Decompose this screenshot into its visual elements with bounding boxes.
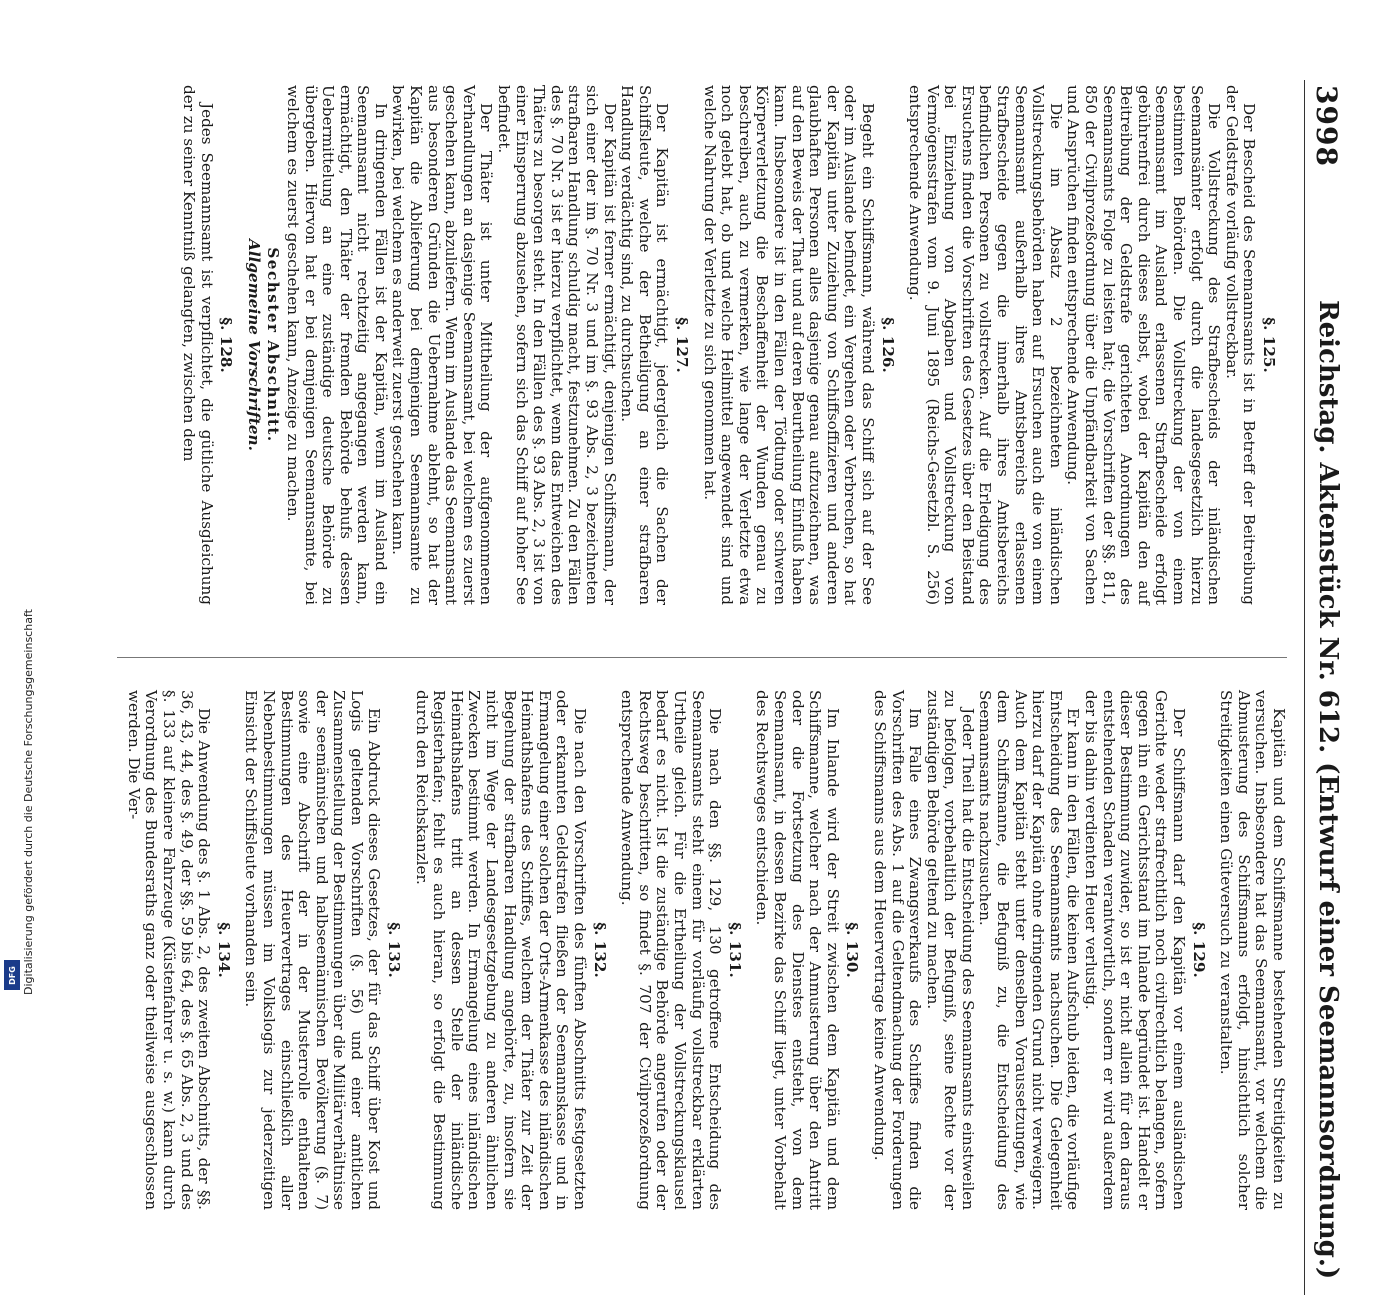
paragraph: Begeht ein Schiffsmann, während das Schiff sich auf der See oder im Auslande befindet, ein Vergehen oder Verbrechen, so hat der Kapitän unter Zuziehung von Schiffsoffizieren und anderen glaubhaften Personen alles dasjenige genau aufzuzeichnen, was auf den Beweis der That und auf deren Beurtheilung Einfluß haben kann. Insbesondere ist in den Fällen der Tödtung oder schweren Körperverletzung die Beschaffenheit der Wunden genau zu beschreiben, auch zu vermerken, wie lange der Verletzte etwa noch gelebt hat, ob und welche Heilmittel angewendet sind und welche Nahrung der Verletzte zu sich genommen hat. (700, 85, 877, 605)
paragraph: Die nach den Vorschriften des fünften Abschnitts festgesetzten oder erkannten Geldstrafen fließen der Seemannskasse und in Ermangelung einer solchen der Orts-Armenkasse des inländischen Heimathshafens des Schiffes, welchem der Thäter zur Zeit der Begehung der strafbaren Handlung angehörte, zu, insofern sie nicht im Wege der Landesgesetzgebung zu anderen ähnlichen Zwecken bestimmt werden. In Ermangelung eines inländischen Heimathshafens tritt an dessen Stelle der inländische Registerhafen; fehlt es auch hieran, so erfolgt die Bestimmung durch den Reichskanzler. (412, 690, 590, 1210)
paragraph: Der Thäter ist unter Mittheilung der aufgenommenen Verhandlungen an dasjenige Seemannsamt, bei welchem es zuerst geschehen kann, abzuliefern. Wenn im Auslande das Seemannsamt aus besonderen Gründen die Uebernahme ablehnt, so hat der Kapitän die Ablieferung bei demjenigen Seemannsamte zu bewirken, bei welchem es anderweit zuerst geschehen kann. (389, 85, 496, 605)
paragraph: Der Kapitän ist ermächtigt, jedergleich die Sachen der Schiffsleute, welche der Betheiligung an einer strafbaren Handlung verdächtig sind, zu durchsuchen. (618, 85, 672, 605)
page-number: 3998 (1310, 85, 1343, 167)
section-heading: §. 133. (385, 922, 404, 978)
running-title: Reichstag. Aktenstück Nr. 612. (Entwurf einer Seemannsordnung.) (1313, 300, 1343, 1280)
section-heading: §. 125. (1260, 317, 1278, 373)
left-column (127, 85, 1287, 605)
header-rule (1304, 80, 1305, 1295)
paragraph: Jeder Theil hat die Entscheidung des Seemannsamts einstweilen zu befolgen, vorbehaltlich der Befugniß, seine Rechte vor der zuständigen Behörde geltend zu machen. (923, 690, 977, 1210)
section-heading: §. 129. (1189, 922, 1208, 978)
paragraph: Im Inlande wird der Streit zwischen dem Kapitän und dem Schiffsmanne, welcher nach der Anmusterung über den Antritt oder die Fortsetzung des Dienstes entsteht, von dem Seemannsamt, in dessen Bezirke das Schiff liegt, unter Vorbehalt des Rechtsweges entschieden. (753, 690, 842, 1210)
paragraph: Die im Absatz 2 bezeichneten inländischen Vollstreckungsbehörden haben auf Ersuchen auch die von einem Seemannsamt außerhalb ihres Amtsbereichs erlassenen Strafbescheide gegen die innerhalb ihres Amtsbereichs befindlichen Personen zu vollstrecken. Auf die Erledigung des Ersuchens finden die Vorschriften des Gesetzes über den Beistand bei Einziehung von Abgaben und Vollstreckung von Vermögensstrafen vom 9. Juni 1895 (Reichs-Gesetzbl. S. 256) entsprechende Anwendung. (906, 85, 1065, 605)
paragraph: Der Kapitän ist ferner ermächtigt, denjenigen Schiffsmann, der sich einer der im §. 70 Nr. 3 und im §. 93 Abs. 2, 3 bezeichneten strafbaren Handlung schuldig macht, festzunehmen. Zu den Fällen des §. 70 Nr. 3 ist er hierzu verpflichtet, wenn das Entweichen des Thäters zu besorgen steht. In den Fällen des §. 93 Abs. 2, 3 ist von einer Einsperrung abzusehen, sofern sich das Schiff auf hoher See befindet. (495, 85, 619, 605)
right-column (124, 690, 1288, 1210)
chapter-heading: Sechster Abschnitt. (264, 247, 283, 443)
section-heading: §. 132. (590, 922, 609, 978)
chapter-heading: Allgemeine Vorschriften. (244, 239, 263, 451)
paragraph: Die nach den §§. 129, 130 getroffene Entscheidung des Seemannsamts steht einem für vorläufig vollstreckbar erklärten Urtheile gleich. Für die Ertheilung der Vollstreckungsklausel bedarf es nicht. Ist die zuständige Behörde angerufen oder der Rechtsweg beschritten, so findet §. 707 der Civilprozeßordnung entsprechende Anwendung. (618, 690, 725, 1210)
paragraph: Ein Abdruck dieses Gesetzes, der für das Schiff über Kost und Logis geltenden Vorschriften (§. 56) und einer amtlichen Zusammenstellung der Bestimmungen über die Militärverhältnisse der seemännischen und halbseemännischen Bevölkerung (§. 7) sowie eine Abschrift der in der Musterrolle enthaltenen Bestimmungen des Heuervertrages einschließlich aller Nebenbestimmungen müssen im Volkslogis zur jederzeitigen Einsicht der Schiffsleute vorhanden sein. (242, 690, 384, 1210)
section-heading: §. 130. (843, 922, 862, 978)
paragraph: Kapitän und dem Schiffsmanne bestehenden Streitigkeiten zu versuchen. Insbesondere hat das Seemannsamt, vor welchem die Abmusterung des Schiffsmanns erfolgt, hinsichtlich solcher Streitigkeiten einen Güteversuch zu veranstalten. (1217, 690, 1288, 1210)
paragraph: Jedes Seemannsamt ist verpflichtet, die gütliche Ausgleichung der zu seiner Kenntniß gelangten, zwischen dem (179, 85, 216, 605)
column-divider (117, 657, 1287, 658)
section-heading: §. 127. (673, 317, 691, 373)
section-heading: §. 126. (878, 317, 897, 373)
paragraph: Die Vollstreckung des Strafbescheids der inländischen Seemannsämter erfolgt durch die landesgesetzlich hierzu bestimmten Behörden. Die Vollstreckung der von einem Seemannsamt im Ausland erlassenen Strafbescheide erfolgt gebührenfrei durch dieses selbst, wobei der Kapitän den auf Beitreibung der Geldstrafe gerichteten Anordnungen des Seemannsamts Folge zu leisten hat; die Vorschriften der §§. 811, 850 der Civilprozeßordnung über die Unpfändbarkeit von Sachen und Ansprüchen finden entsprechende Anwendung. (1064, 85, 1224, 605)
section-heading: §. 128. (217, 317, 236, 373)
section-heading: §. 131. (725, 922, 744, 978)
dfg-logo-text: DFG (7, 965, 17, 985)
paragraph: In dringenden Fällen ist der Kapitän, wenn im Ausland ein Seemannsamt nicht rechtzeitig angegangen werden kann, ermächtigt, den Thäter der fremden Behörde behufs dessen Uebermittelung an eine zuständige deutsche Behörde zu übergeben. Hiervon hat er bei demjenigen Seemannsamte, bei welchem es zuerst geschehen kann, Anzeige zu machen. (283, 85, 390, 605)
paragraph: Im Falle eines Zwangsverkaufs des Schiffes finden die Vorschriften des Abs. 1 auf die Geltendmachung der Forderungen des Schiffsmanns aus dem Heuervertrage keine Anwendung. (870, 690, 925, 1210)
paragraph: Die Anwendung des §. 1 Abs. 2, des zweiten Abschnitts, der §§. 36, 43, 44, des §. 49, der §§. 59 bis 64, des §. 65 Abs. 2, 3 und des §. 133 auf kleinere Fahrzeuge (Küstenfahrer u. s. w.) kann durch Verordnung des Bundesraths ganz oder theilweise ausgeschlossen werden. Die Ver- (124, 690, 214, 1210)
paragraph: Er kann in den Fällen, die keinen Aufschub leiden, die vorläufige Entscheidung des Seemannsamts nachsuchen. Die Gelegenheit hierzu darf der Kapitän ohne dringenden Grund nicht verweigern. Auch dem Kapitän steht unter denselben Voraussetzungen, wie dem Schiffsmanne, die Befugniß zu, die Entscheidung des Seemannsamts nachzusuchen. (976, 690, 1083, 1210)
credit-text: Digitalisierung gefördert durch die Deutsche Forschungsgemeinschaft (22, 609, 35, 995)
section-heading: §. 134. (214, 922, 233, 978)
paragraph: Der Bescheid des Seemannsamts ist in Betreff der Beitreibung der Geldstrafe vorläufig vollstreckbar. (1222, 85, 1259, 605)
paragraph: Der Schiffsmann darf den Kapitän vor einem ausländischen Gerichte weder strafrechtlich noch civilrechtlich belangen, sofern gegen ihn ein Gerichtsstand im Inlande begründet ist. Handelt er dieser Bestimmung zuwider, so ist er nicht allein für den daraus entstehenden Schaden verantwortlich, sondern er wird außerdem der bis dahin verdienten Heuer verlustig. (1082, 690, 1189, 1210)
